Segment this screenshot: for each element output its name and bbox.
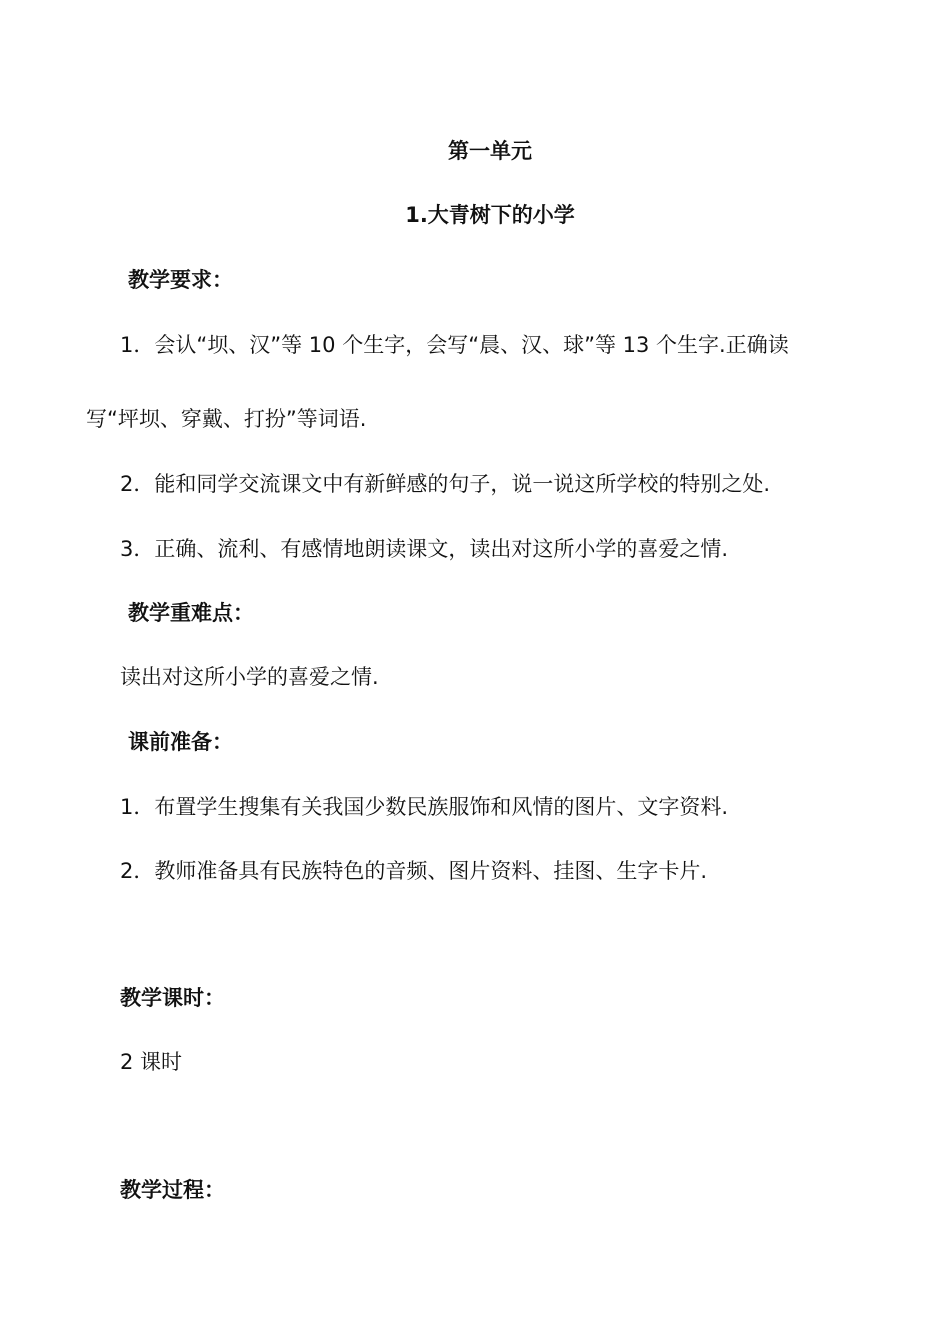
key-points-heading: 教学重难点：	[128, 601, 254, 625]
preparation-heading: 课前准备：	[128, 730, 233, 754]
requirement-item-1-line-1: 1．会认“坝、汉”等 10 个生字，会写“晨、汉、球”等 13 个生字.正确读	[120, 333, 789, 357]
lesson-title: 1.大青树下的小学	[405, 203, 575, 227]
preparation-item-1: 1．布置学生搜集有关我国少数民族服饰和风情的图片、文字资料.	[120, 795, 729, 819]
preparation-item-2: 2．教师准备具有民族特色的音频、图片资料、挂图、生字卡片.	[120, 859, 708, 883]
process-heading: 教学过程：	[120, 1178, 225, 1202]
requirement-item-1-line-2: 写“坪坝、穿戴、打扮”等词语.	[86, 407, 367, 431]
requirements-heading: 教学要求：	[128, 268, 233, 292]
requirement-item-3: 3．正确、流利、有感情地朗读课文，读出对这所小学的喜爱之情.	[120, 537, 729, 561]
requirement-item-2: 2．能和同学交流课文中有新鲜感的句子，说一说这所学校的特别之处.	[120, 472, 771, 496]
key-points-text: 读出对这所小学的喜爱之情.	[120, 665, 379, 689]
periods-text: 2 课时	[120, 1050, 183, 1074]
periods-heading: 教学课时：	[120, 986, 225, 1010]
unit-title: 第一单元	[448, 139, 532, 163]
